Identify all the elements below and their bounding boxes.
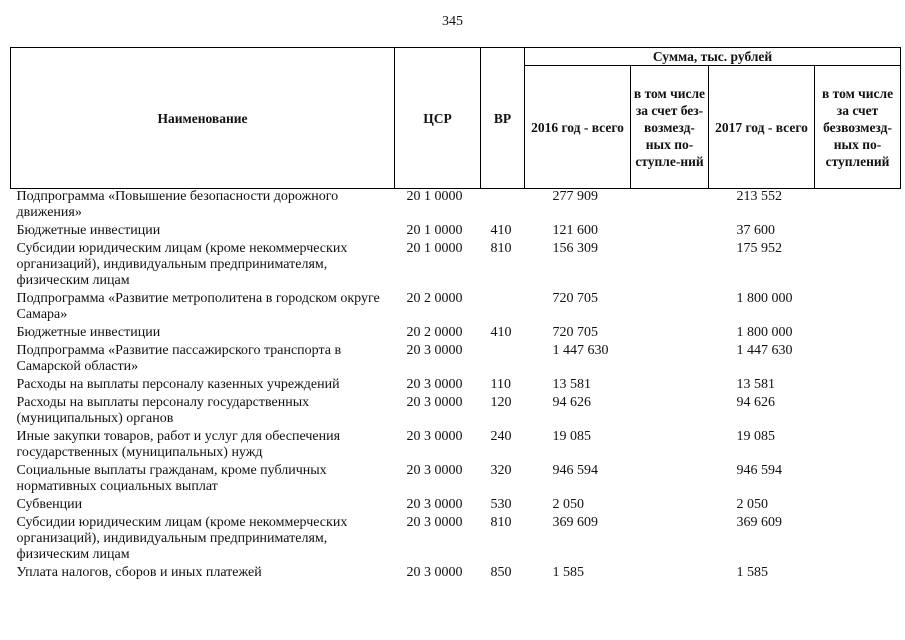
row-2016-total: 19 085	[552, 429, 591, 444]
row-csr: 20 3 0000	[406, 565, 463, 580]
row-2016-total: 13 581	[552, 377, 591, 392]
row-name: Подпрограмма «Развитие пассажирского транспорта в Самарской области»	[16, 343, 342, 374]
header-sum-group: Сумма, тыс. рублей	[525, 48, 901, 66]
budget-table	[10, 47, 901, 583]
table-body	[11, 189, 901, 584]
row-2016-grants	[631, 395, 709, 429]
row-name: Бюджетные инвестиции	[16, 223, 161, 238]
table-row	[11, 325, 901, 343]
row-2017-total: 369 609	[736, 515, 782, 530]
row-csr: 20 3 0000	[406, 515, 463, 530]
table-row	[11, 189, 901, 224]
row-2016-total: 1 585	[552, 565, 584, 580]
row-2017-total: 946 594	[736, 463, 782, 478]
row-csr: 20 3 0000	[406, 377, 463, 392]
row-2017-total: 37 600	[736, 223, 775, 238]
table-row	[11, 429, 901, 463]
row-vr: 530	[490, 497, 512, 512]
header-vr: ВР	[481, 48, 525, 189]
row-2017-total: 13 581	[736, 377, 775, 392]
row-2016-grants	[631, 343, 709, 377]
row-name: Уплата налогов, сборов и иных платежей	[16, 565, 262, 580]
row-csr: 20 3 0000	[406, 429, 463, 444]
header-2017-total: 2017 год - всего	[709, 66, 815, 189]
row-2017-total: 213 552	[736, 189, 782, 204]
row-csr: 20 3 0000	[406, 343, 463, 358]
row-vr: 410	[490, 325, 512, 340]
table-row	[11, 463, 901, 497]
row-2017-grants	[815, 515, 901, 565]
table-row	[11, 343, 901, 377]
row-2016-total: 156 309	[552, 241, 598, 256]
row-csr: 20 3 0000	[406, 497, 463, 512]
row-name: Бюджетные инвестиции	[16, 325, 161, 340]
row-name: Субсидии юридическим лицам (кроме некоммерческих организаций), индивидуальным предпринимателям, физическим лицам	[16, 515, 348, 562]
row-2016-total: 946 594	[552, 463, 598, 478]
row-2017-grants	[815, 377, 901, 395]
row-2016-grants	[631, 463, 709, 497]
row-2017-total: 19 085	[736, 429, 775, 444]
row-vr: 850	[490, 565, 512, 580]
table-row	[11, 497, 901, 515]
row-vr: 810	[490, 515, 512, 530]
table-row	[11, 515, 901, 565]
row-2016-grants	[631, 497, 709, 515]
row-2017-total: 94 626	[736, 395, 775, 410]
row-vr: 320	[490, 463, 512, 478]
row-2017-grants	[815, 325, 901, 343]
table-row	[11, 241, 901, 291]
row-name: Подпрограмма «Развитие метрополитена в городском округе Самара»	[16, 291, 380, 322]
row-vr	[481, 343, 525, 377]
row-2017-total: 1 585	[736, 565, 768, 580]
row-csr: 20 1 0000	[406, 223, 463, 238]
row-2016-grants	[631, 223, 709, 241]
row-2017-total: 2 050	[736, 497, 768, 512]
row-2016-total: 720 705	[552, 291, 598, 306]
header-2016-total: 2016 год - всего	[525, 66, 631, 189]
row-2016-total: 369 609	[552, 515, 598, 530]
table-row	[11, 291, 901, 325]
table-row	[11, 395, 901, 429]
row-name: Расходы на выплаты персоналу государственных (муниципальных) органов	[16, 395, 310, 426]
row-csr: 20 2 0000	[406, 325, 463, 340]
row-2017-grants	[815, 463, 901, 497]
header-2016-grants: в том числе за счет без-возмезд-ных по-ступле-ний	[631, 66, 709, 189]
row-2017-total: 1 447 630	[736, 343, 793, 358]
row-name: Субсидии юридическим лицам (кроме некоммерческих организаций), индивидуальным предпринимателям, физическим лицам	[16, 241, 348, 288]
row-name: Расходы на выплаты персоналу казенных учреждений	[16, 377, 340, 392]
row-2017-grants	[815, 223, 901, 241]
row-vr: 110	[490, 377, 511, 392]
row-vr: 240	[490, 429, 512, 444]
row-name: Иные закупки товаров, работ и услуг для обеспечения государственных (муниципальных) нужд	[16, 429, 341, 460]
row-2017-grants	[815, 241, 901, 291]
header-2017-grants: в том числе за счет безвозмезд-ных по-ступлений	[815, 66, 901, 189]
row-2016-total: 1 447 630	[552, 343, 609, 358]
row-csr: 20 1 0000	[406, 241, 463, 256]
row-csr: 20 2 0000	[406, 291, 463, 306]
table-row	[11, 223, 901, 241]
row-2017-total: 1 800 000	[736, 291, 793, 306]
row-csr: 20 3 0000	[406, 395, 463, 410]
row-2017-grants	[815, 395, 901, 429]
header-name: Наименование	[11, 48, 395, 189]
row-vr: 810	[490, 241, 512, 256]
table-header	[11, 48, 901, 189]
row-vr: 410	[490, 223, 512, 238]
row-2017-total: 175 952	[736, 241, 782, 256]
row-name: Субвенции	[16, 497, 83, 512]
row-2017-grants	[815, 343, 901, 377]
row-2017-grants	[815, 497, 901, 515]
row-2016-total: 720 705	[552, 325, 598, 340]
row-2017-grants	[815, 429, 901, 463]
row-2016-total: 121 600	[552, 223, 598, 238]
table-row	[11, 377, 901, 395]
row-name: Подпрограмма «Повышение безопасности дорожного движения»	[16, 189, 339, 220]
row-2017-grants	[815, 565, 901, 583]
row-vr	[481, 291, 525, 325]
row-csr: 20 3 0000	[406, 463, 463, 478]
row-2016-grants	[631, 291, 709, 325]
row-2017-grants	[815, 291, 901, 325]
row-2016-grants	[631, 429, 709, 463]
row-vr	[481, 189, 525, 224]
row-2016-grants	[631, 565, 709, 583]
row-2016-grants	[631, 189, 709, 224]
page-number: 345	[442, 14, 463, 29]
row-2016-total: 277 909	[552, 189, 598, 204]
row-2016-grants	[631, 241, 709, 291]
row-2016-total: 94 626	[552, 395, 591, 410]
row-vr: 120	[490, 395, 512, 410]
header-csr: ЦСР	[395, 48, 481, 189]
row-2017-total: 1 800 000	[736, 325, 793, 340]
table-row	[11, 565, 901, 583]
row-name: Социальные выплаты гражданам, кроме публичных нормативных социальных выплат	[16, 463, 327, 494]
row-2016-total: 2 050	[552, 497, 584, 512]
row-csr: 20 1 0000	[406, 189, 463, 204]
row-2017-grants	[815, 189, 901, 224]
row-2016-grants	[631, 515, 709, 565]
row-2016-grants	[631, 325, 709, 343]
row-2016-grants	[631, 377, 709, 395]
